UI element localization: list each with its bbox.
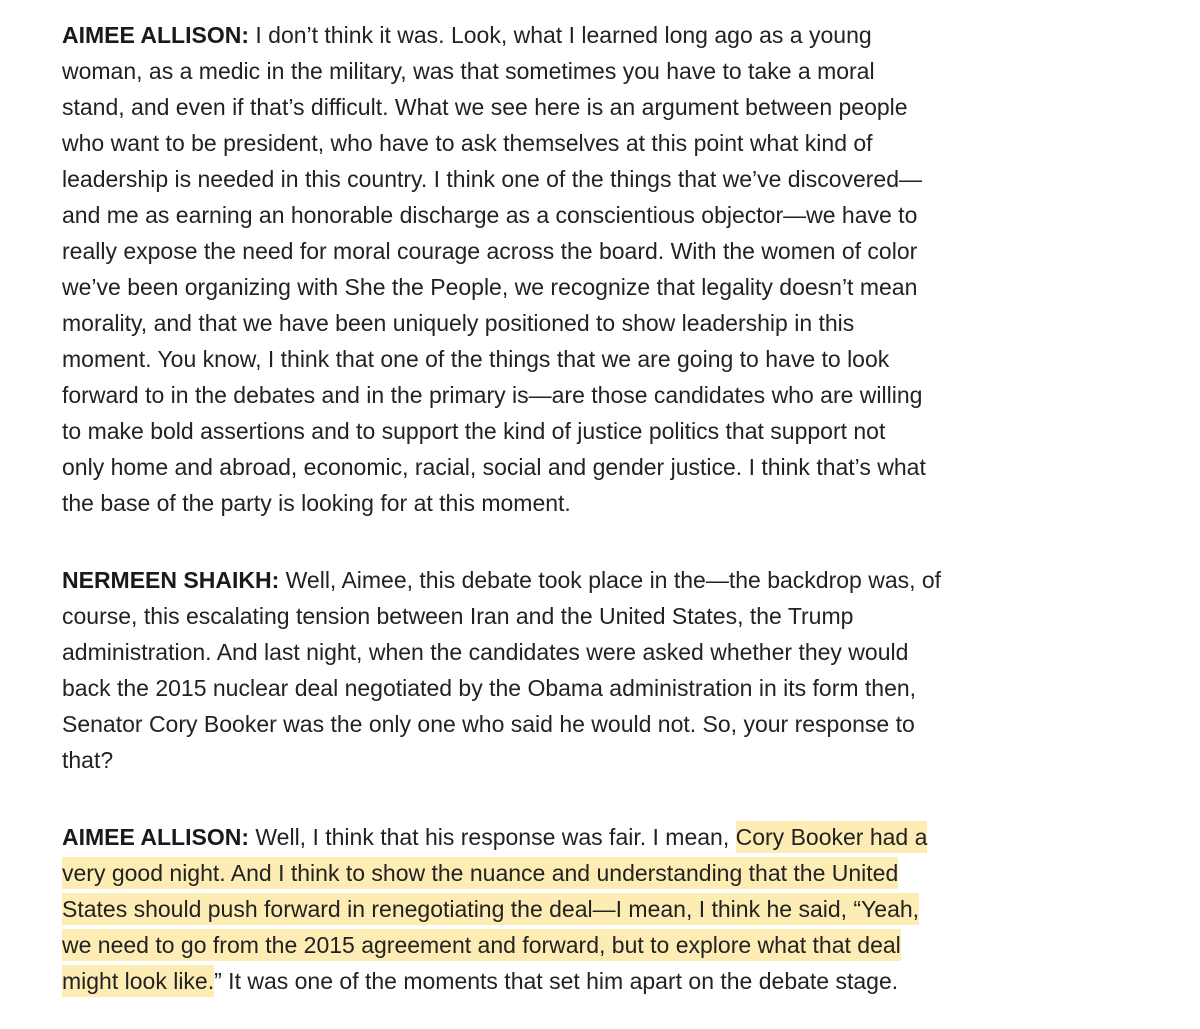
paragraph-text: Well, Aimee, this debate took place in the—the backdrop was, of (279, 567, 942, 593)
paragraph-text: I don’t think it was. Look, what I learned long ago as a young (248, 22, 872, 48)
highlighted-text: might look like. (62, 965, 214, 997)
highlighted-text: States should push forward in renegotiating the deal—I mean, I think he said, “Yeah, (62, 893, 919, 925)
paragraph-line: that? (62, 747, 114, 773)
paragraph-line (62, 963, 922, 999)
paragraph-line: stand, and even if that’s difficult. What we see here is an argument between people (62, 94, 908, 120)
speaker-name: AIMEE ALLISON: (62, 22, 249, 48)
paragraph-line (62, 927, 922, 963)
paragraph-line (62, 17, 922, 53)
paragraph-line: course, this escalating tension between Iran and the United States, the Trump (62, 603, 854, 629)
highlighted-text: Cory Booker had a (736, 821, 928, 853)
transcript-paragraph-2 (62, 562, 942, 778)
paragraph-line: forward to in the debates and in the primary is—are those candidates who are willing (62, 382, 923, 408)
paragraph-line (62, 562, 942, 598)
paragraph-line: the base of the party is looking for at this moment. (62, 490, 571, 516)
paragraph-line (62, 819, 928, 855)
paragraph-text: Well, I think that his response was fair. I mean, (248, 824, 736, 850)
highlighted-text: very good night. And I think to show the nuance and understanding that the United (62, 857, 898, 889)
speaker-name: AIMEE ALLISON: (62, 824, 249, 850)
paragraph-line: really expose the need for moral courage across the board. With the women of color (62, 238, 918, 264)
paragraph-line: leadership is needed in this country. I think one of the things that we’ve discovered— (62, 166, 923, 192)
paragraph-line: administration. And last night, when the candidates were asked whether they would (62, 639, 909, 665)
paragraph-line: we’ve been organizing with She the People, we recognize that legality doesn’t mean (62, 274, 918, 300)
paragraph-line: and me as earning an honorable discharge as a conscientious objector—we have to (62, 202, 918, 228)
transcript-paragraph-3 (62, 819, 928, 999)
paragraph-line: morality, and that we have been uniquely positioned to show leadership in this (62, 310, 855, 336)
paragraph-line: to make bold assertions and to support the kind of justice politics that support not (62, 418, 886, 444)
paragraph-line: back the 2015 nuclear deal negotiated by the Obama administration in its form then, (62, 675, 917, 701)
paragraph-line: woman, as a medic in the military, was that sometimes you have to take a moral (62, 58, 875, 84)
highlighted-text: we need to go from the 2015 agreement and forward, but to explore what that deal (62, 929, 901, 961)
paragraph-line: only home and abroad, economic, racial, social and gender justice. I think that’s what (62, 454, 926, 480)
paragraph-line (62, 891, 922, 927)
paragraph-line: moment. You know, I think that one of the things that we are going to have to look (62, 346, 890, 372)
paragraph-line (62, 855, 922, 891)
paragraph-text: ” It was one of the moments that set him apart on the debate stage. (214, 968, 899, 994)
transcript-body (62, 17, 942, 999)
speaker-name: NERMEEN SHAIKH: (62, 567, 280, 593)
transcript-paragraph-1 (62, 17, 926, 521)
paragraph-line: Senator Cory Booker was the only one who said he would not. So, your response to (62, 711, 915, 737)
paragraph-line: who want to be president, who have to ask themselves at this point what kind of (62, 130, 873, 156)
